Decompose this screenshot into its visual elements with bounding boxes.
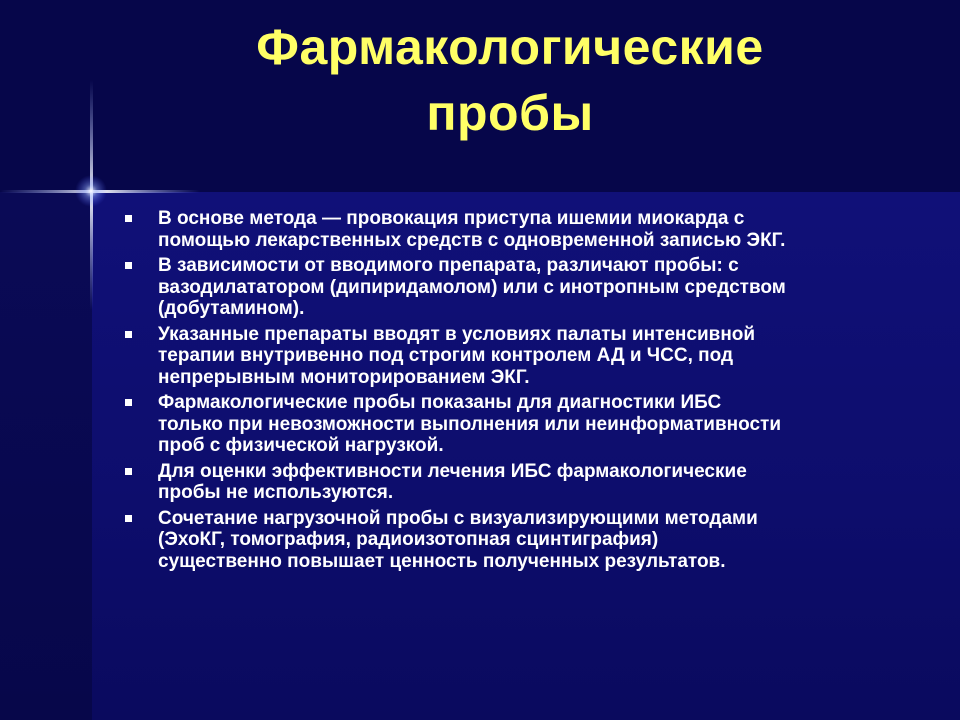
- bullet-line: непрерывным мониторированием ЭКГ.: [158, 366, 530, 388]
- left-panel: [0, 192, 92, 720]
- bullet-line: Для оценки эффективности лечения ИБС фармакологические: [158, 460, 747, 482]
- square-bullet-icon: [125, 215, 132, 222]
- bullet-line: существенно повышает ценность полученных результатов.: [158, 550, 726, 572]
- title-line-1: Фармакологические: [256, 19, 764, 75]
- slide-title: [150, 14, 870, 146]
- bullet-line: В основе метода — провокация приступа ишемии миокарда с: [158, 208, 745, 229]
- bullet-line: Указанные препараты вводят в условиях палаты интенсивной: [158, 323, 756, 345]
- bullet-item: [122, 461, 912, 504]
- bullet-line: (ЭхоКГ, томография, радиоизотопная сцинтиграфия): [158, 529, 659, 550]
- square-bullet-icon: [125, 515, 132, 522]
- bullet-line: только при невозможности выполнения или неинформативности: [158, 413, 782, 435]
- bullet-line: помощью лекарственных средств с одновременной записью ЭКГ.: [158, 229, 786, 251]
- bullet-line: Сочетание нагрузочной пробы с визуализирующими методами: [158, 507, 758, 529]
- square-bullet-icon: [125, 331, 132, 338]
- bullet-item: [122, 324, 912, 389]
- bullet-item: [122, 508, 912, 573]
- bullet-line: (добутамином).: [158, 298, 305, 319]
- bullet-item: [122, 255, 912, 320]
- bullet-line: В зависимости от вводимого препарата, различают пробы: с: [158, 255, 739, 276]
- bullet-list: [122, 208, 912, 576]
- bullet-line: Фармакологические пробы показаны для диагностики ИБС: [158, 392, 722, 413]
- square-bullet-icon: [125, 468, 132, 475]
- square-bullet-icon: [125, 262, 132, 269]
- bullet-item: [122, 208, 912, 251]
- square-bullet-icon: [125, 399, 132, 406]
- bullet-line: вазодилататором (дипиридамолом) или с инотропным средством: [158, 276, 786, 298]
- bullet-line: проб с физической нагрузкой.: [158, 435, 444, 456]
- bullet-line: терапии внутривенно под строгим контролем АД и ЧСС, под: [158, 345, 734, 366]
- title-line-2: пробы: [426, 85, 594, 141]
- bullet-item: [122, 392, 912, 457]
- bullet-line: пробы не используются.: [158, 482, 394, 503]
